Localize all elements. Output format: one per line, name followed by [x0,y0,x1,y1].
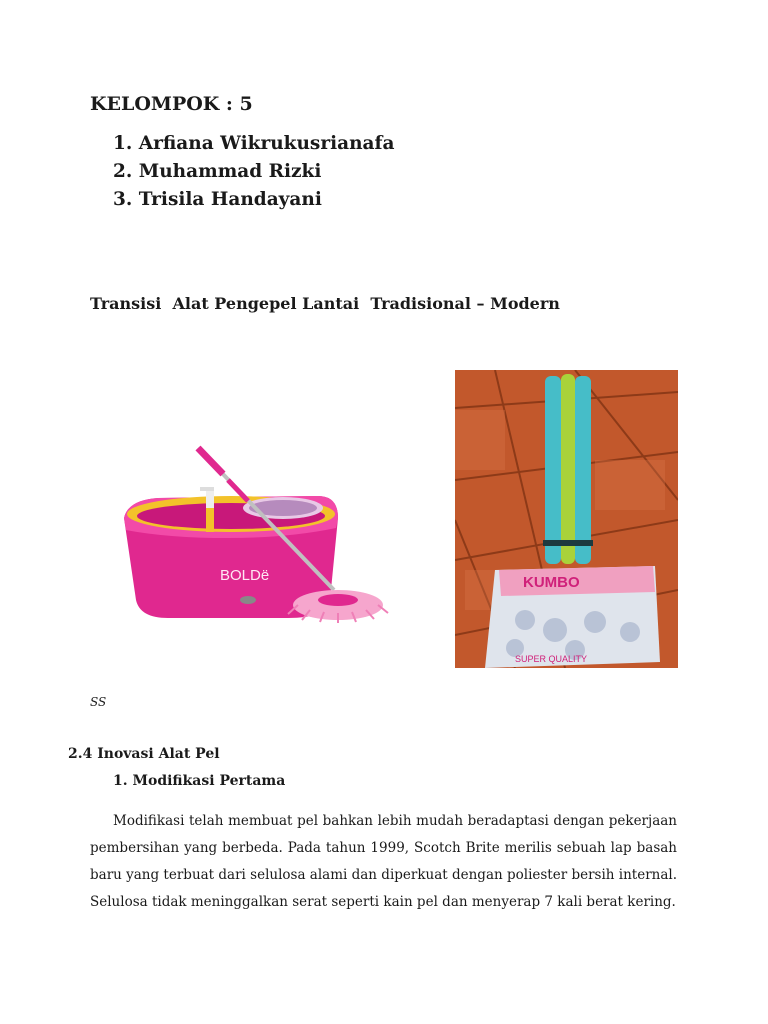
traditional-mop-image [455,370,678,668]
member-item: 3. Trisila Handayani [113,189,322,210]
body-paragraph: Modifikasi telah membuat pel bahkan lebih mudah beradaptasi dengan pekerjaan pembersihan yang berbeda. Pada tahun 1999, Scotch Brite merilis sebuah lap basah baru yang terbuat dari selulosa alami dan diperkuat dengan poliester bersih internal. Selulosa tidak meninggalkan serat seperti kain pel dan menyerap 7 kali berat kering. [90,813,678,910]
mop-brand-text: KUMBO [523,574,580,591]
stray-text: SS [90,695,107,709]
member-list [113,130,395,214]
member-item: 1. Arfiana Wikrukusrianafa [113,133,395,154]
document-title: Transisi Alat Pengepel Lantai Tradisional – Modern [90,294,560,313]
mop-bag-text: SUPER QUALITY [515,654,588,664]
bucket-brand-text: BOLDë [220,567,270,584]
group-title: KELOMPOK : 5 [90,93,253,115]
subsection-heading: 1. Modifikasi Pertama [113,773,286,789]
section-heading: 2.4 Inovasi Alat Pel [68,746,220,762]
member-item: 2. Muhammad Rizki [113,161,322,182]
spin-mop-bucket-image [88,400,420,680]
